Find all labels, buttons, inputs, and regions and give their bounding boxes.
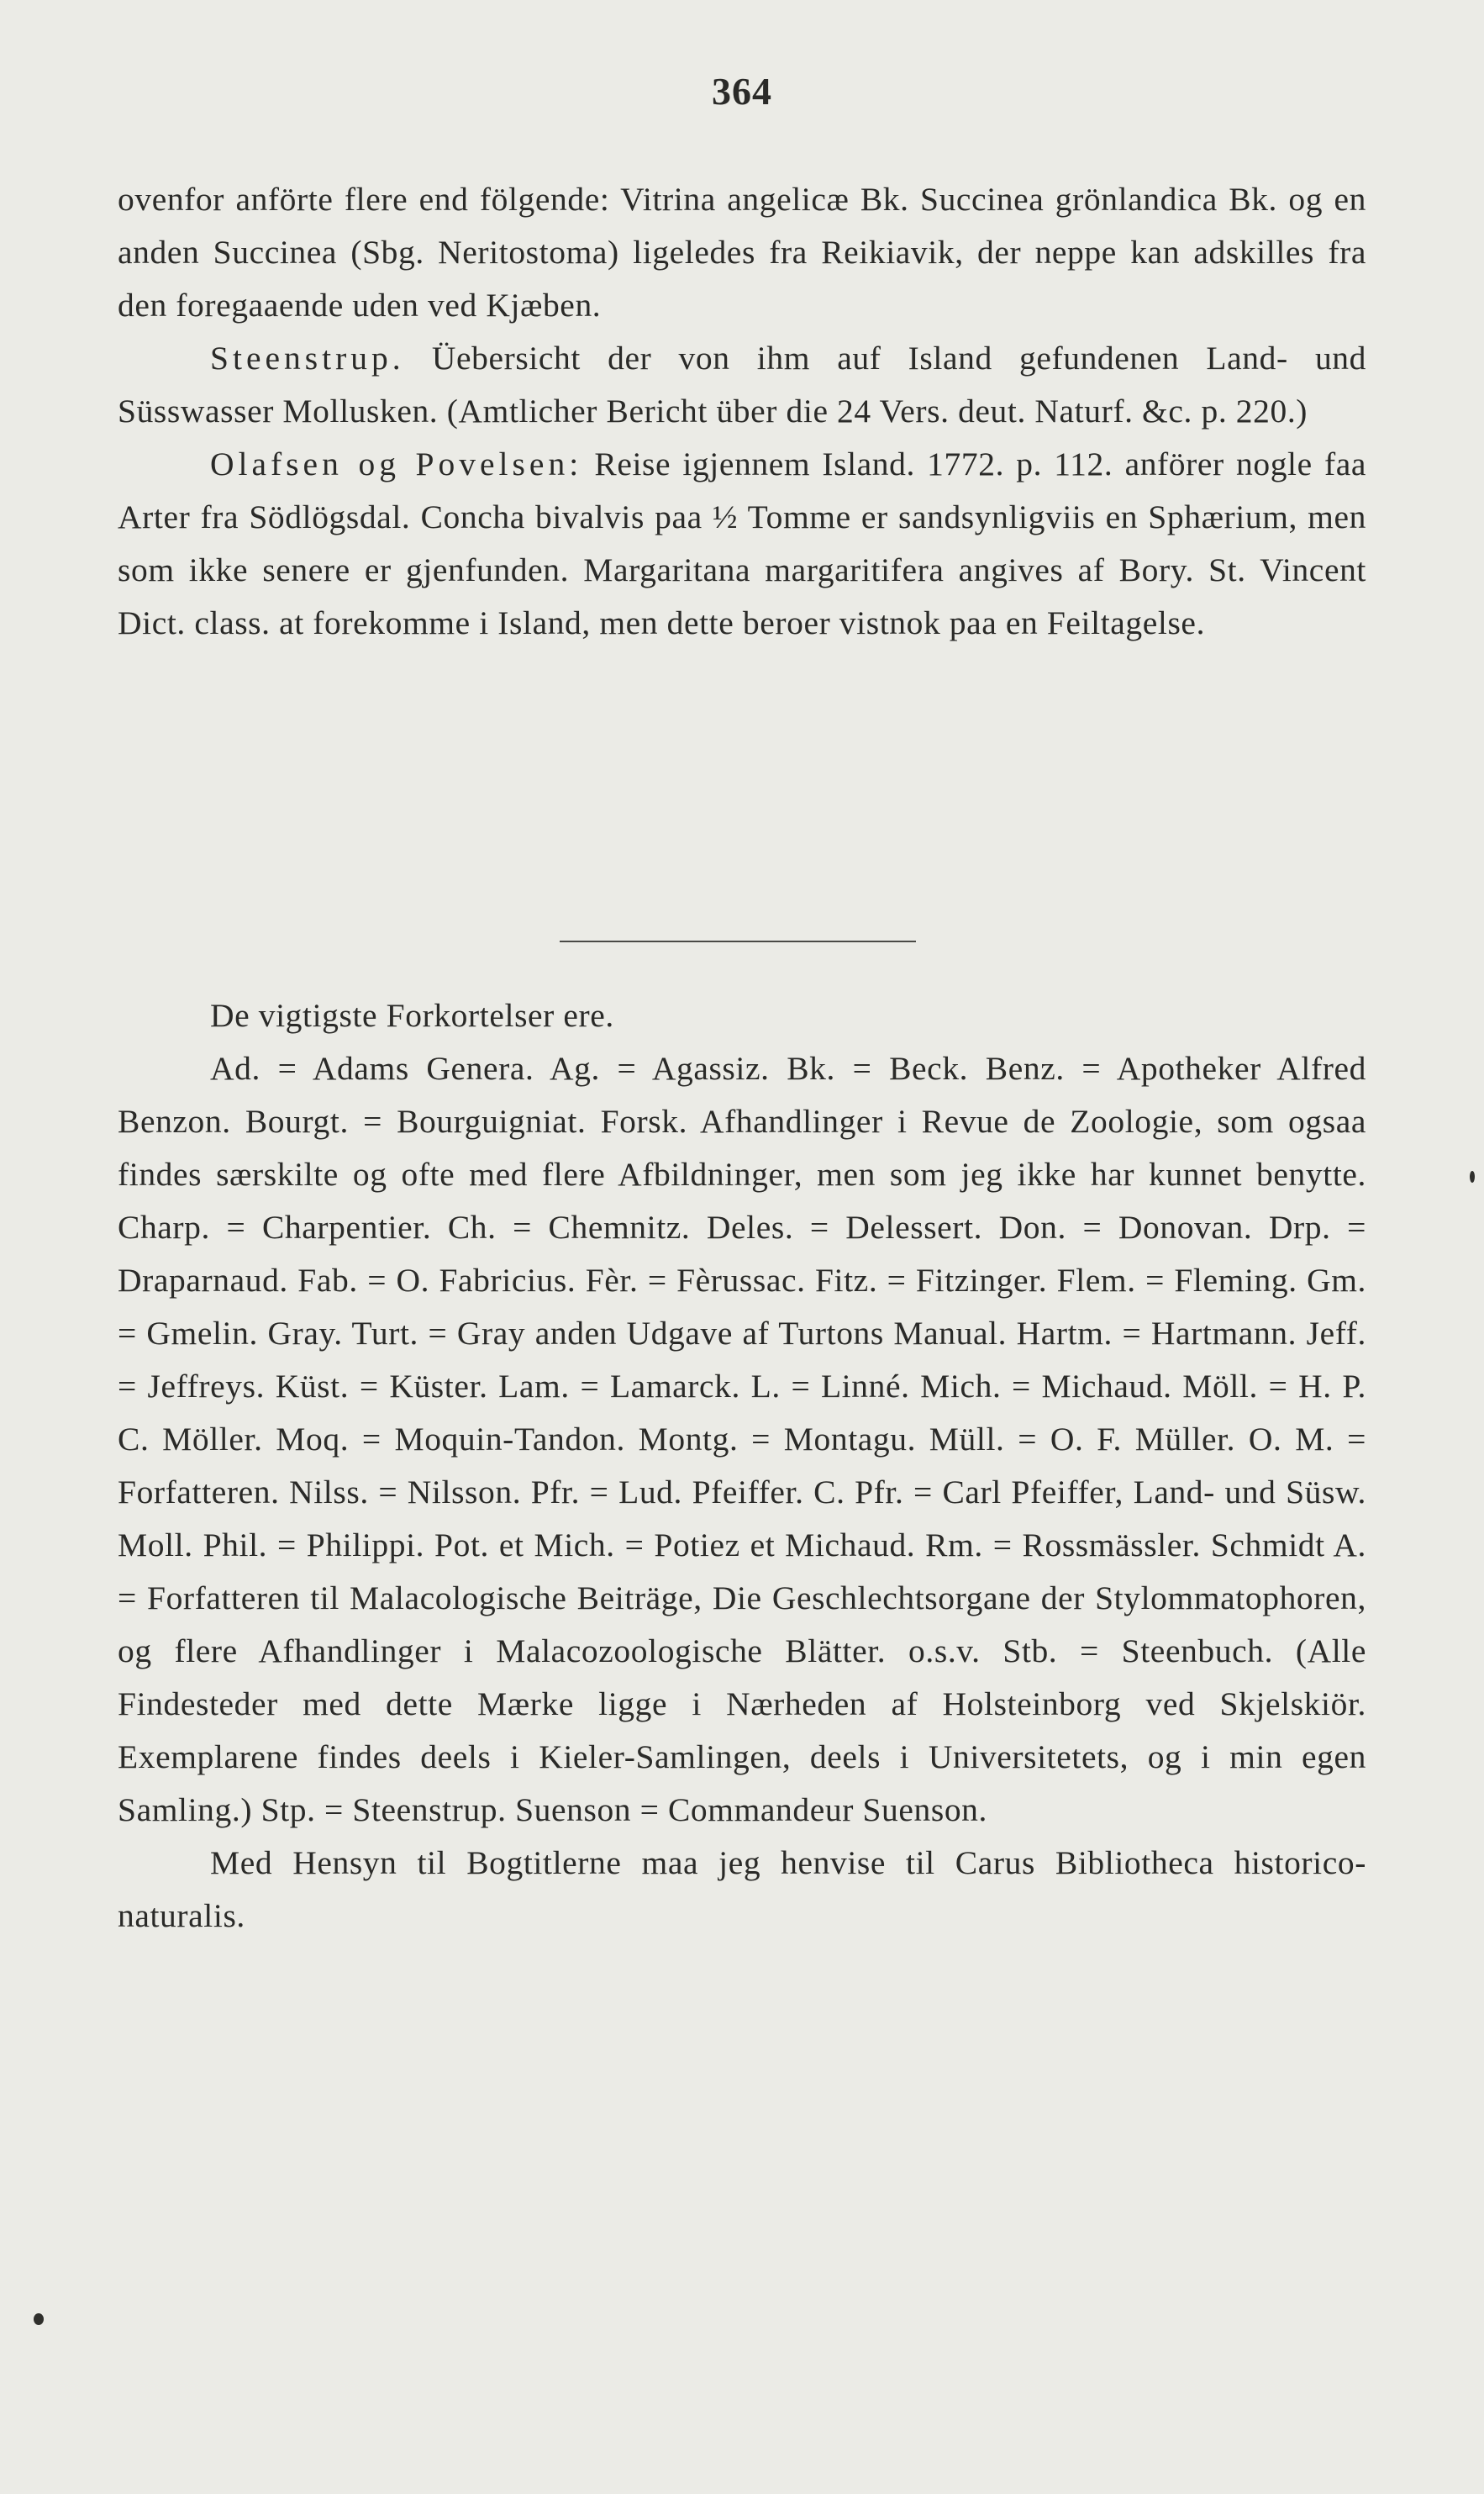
closing-paragraph: Med Hensyn til Bogtitlerne maa jeg henvise til Carus Bibliotheca historico-naturalis.: [118, 1844, 1366, 1934]
paragraph-continuation: ovenfor anförte flere end fölgende: Vitrina angelicæ Bk. Succinea grönlandica Bk. og en anden Succinea (Sbg. Neritostoma) ligeledes fra Reikiavik, der neppe kan adskilles fra den foregaaende uden ved Kjæben.: [118, 181, 1366, 324]
abbreviations-heading: De vigtigste Forkortelser ere.: [210, 997, 614, 1034]
olafsen-citation: Reise igjennem Island. 1772. p. 112. anförer nogle faa Arter fra Södlögsdal. Concha bivalvis paa ½ Tomme er sandsynligviis en Sphærium, men som ikke senere er gjenfunden. Margaritana margaritifera angives af Bory. St. Vincent Dict. class. at forekomme i Island, men dette beroer vistnok paa en Feiltagelse.: [118, 446, 1366, 641]
ink-speck: [34, 2313, 44, 2325]
steenstrup-citation: Üebersicht der von ihm auf Island gefundenen Land- und Süsswasser Mollusken. (Amtlicher Bericht über die 24 Vers. deut. Naturf. &c. p. 220.): [118, 340, 1366, 430]
paragraph-olafsen: [118, 438, 1366, 650]
ink-speck: [1470, 1171, 1475, 1183]
page-number: 364: [712, 70, 772, 113]
abbreviations-list: Ad. = Adams Genera. Ag. = Agassiz. Bk. = Beck. Benz. = Apotheker Alfred Benzon. Bourgt. = Bourguigniat. Forsk. Afhandlinger i Revue de Zoologie, som ogsaa findes særskilte og ofte med flere Afbildninger, men som jeg ikke har kunnet benytte. Charp. = Charpentier. Ch. = Chemnitz. Deles. = Delessert. Don. = Donovan. Drp. = Draparnaud. Fab. = O. Fabricius. Fèr. = Fèrussac. Fitz. = Fitzinger. Flem. = Fleming. Gm. = Gmelin. Gray. Turt. = Gray anden Udgave af Turtons Manual. Hartm. = Hartmann. Jeff. = Jeffreys. Küst. = Küster. Lam. = Lamarck. L. = Linné. Mich. = Michaud. Möll. = H. P. C. Möller. Moq. = Moquin-Tandon. Montg. = Montagu. Müll. = O. F. Müller. O. M. = Forfatteren. Nilss. = Nilsson. Pfr. = Lud. Pfeiffer. C. Pfr. = Carl Pfeiffer, Land- und Süsw. Moll. Phil. = Philippi. Pot. et Mich. = Potiez et Michaud. Rm. = Rossmässler. Schmidt A. = Forfatteren til Malacologische Beiträge, Die Geschlechtsorgane der Stylommatophoren, og flere Afhandlinger i Malacozoologische Blätter. o.s.v. Stb. = Steenbuch. (Alle Findesteder med dette Mærke ligge i Nærheden af Holsteinborg ved Skjelskiör. Exemplarene findes deels i Kieler-Samlingen, deels i Universitetets, og i min egen Samling.) Stp. = Steenstrup. Suenson = Commandeur Suenson.: [118, 1050, 1366, 1828]
author-olafsen-povelsen: Olafsen og Povelsen:: [210, 446, 583, 482]
section-divider: [560, 941, 916, 942]
bibliography-section: [118, 173, 1366, 650]
paragraph-steenstrup: [118, 332, 1366, 438]
author-steenstrup: Steenstrup.: [210, 340, 405, 377]
abbreviations-section: [118, 989, 1366, 1943]
